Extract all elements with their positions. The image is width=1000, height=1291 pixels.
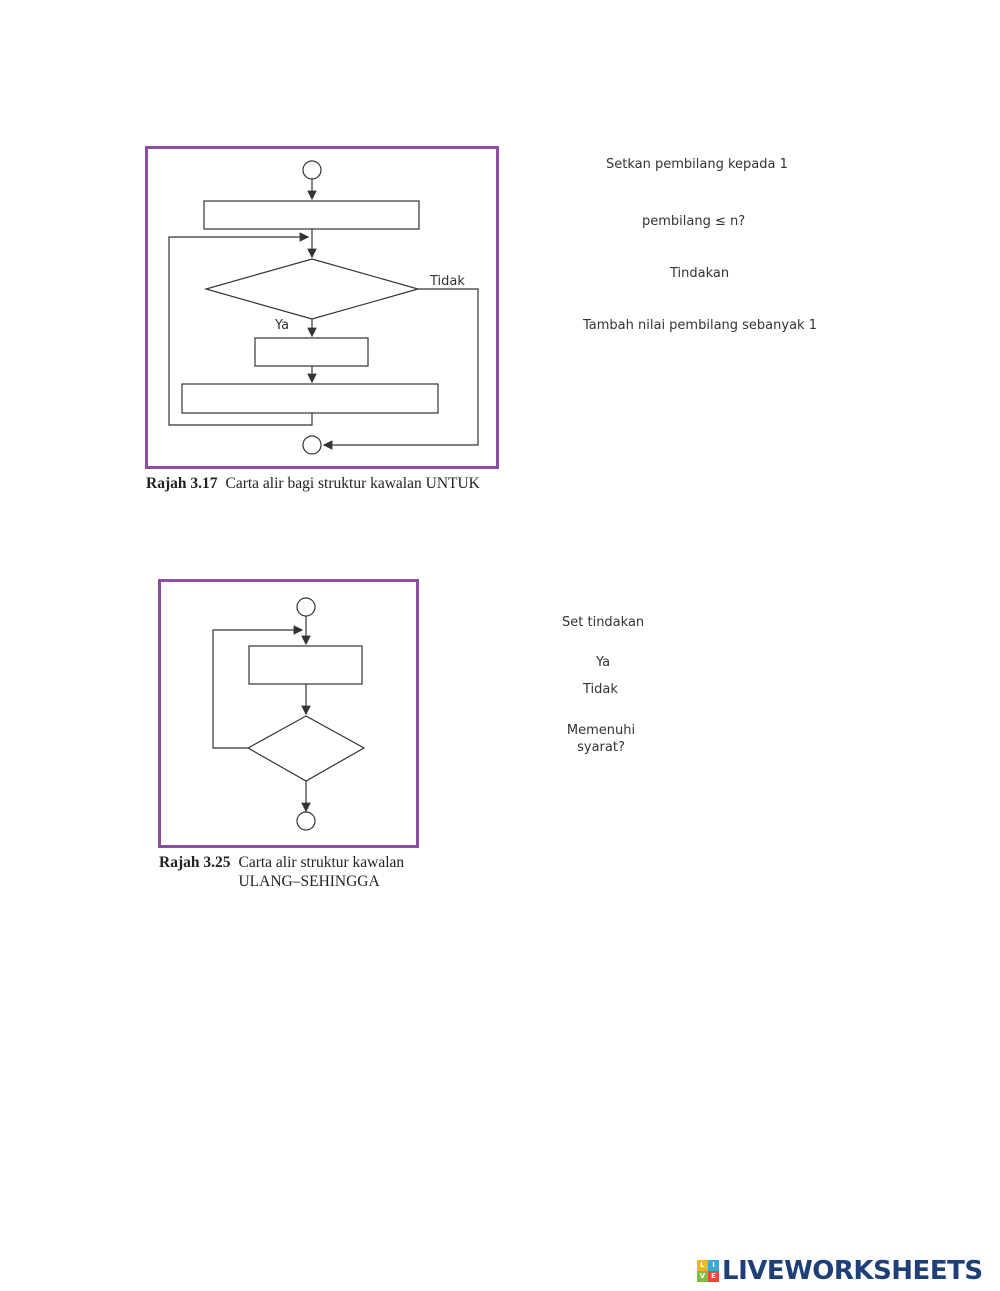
increment-box[interactable] [182, 384, 438, 413]
action-box[interactable] [249, 646, 362, 684]
option-set-counter[interactable]: Setkan pembilang kepada 1 [606, 157, 788, 172]
logo-text: LIVEWORKSHEETS [722, 1256, 983, 1286]
end-terminal [297, 812, 315, 830]
condition-line-1: Memenuhi [566, 723, 636, 738]
repeat-until-flowchart [161, 582, 422, 851]
icon-letter-v: V [697, 1271, 708, 1282]
option-no[interactable]: Tidak [583, 682, 618, 697]
yes-label: Ya [275, 318, 290, 333]
start-terminal [297, 598, 315, 616]
caption-number: Rajah 3.17 [146, 475, 218, 492]
caption-number: Rajah 3.25 [159, 854, 231, 871]
figure-3-17-caption [146, 474, 480, 493]
action-box[interactable] [255, 338, 368, 366]
liveworksheets-icon [697, 1260, 719, 1282]
option-action[interactable]: Tindakan [670, 266, 730, 281]
caption-line-2: ULANG–SEHINGGA [238, 873, 380, 890]
option-condition[interactable] [562, 722, 640, 756]
option-increment-counter[interactable]: Tambah nilai pembilang sebanyak 1 [583, 318, 817, 333]
condition-line-2: syarat? [577, 740, 625, 755]
figure-3-17-frame [145, 146, 499, 469]
option-counter-condition[interactable]: pembilang ≤ n? [642, 214, 746, 229]
for-loop-flowchart [148, 149, 502, 472]
liveworksheets-logo [697, 1254, 983, 1288]
icon-letter-i: I [708, 1260, 719, 1271]
end-terminal [303, 436, 321, 454]
option-set-action[interactable]: Set tindakan [562, 615, 645, 630]
figure-3-25-frame [158, 579, 419, 848]
icon-letter-l: L [697, 1260, 708, 1271]
no-label: Tidak [430, 274, 465, 289]
start-terminal [303, 161, 321, 179]
icon-letter-e: E [708, 1271, 719, 1282]
caption-text: Carta alir bagi struktur kawalan UNTUK [225, 475, 480, 492]
figure-3-25-caption [159, 853, 404, 891]
condition-diamond[interactable] [248, 716, 364, 781]
option-yes[interactable]: Ya [596, 655, 611, 670]
condition-diamond[interactable] [206, 259, 418, 319]
caption-line-1: Carta alir struktur kawalan [238, 854, 405, 871]
init-box[interactable] [204, 201, 419, 229]
